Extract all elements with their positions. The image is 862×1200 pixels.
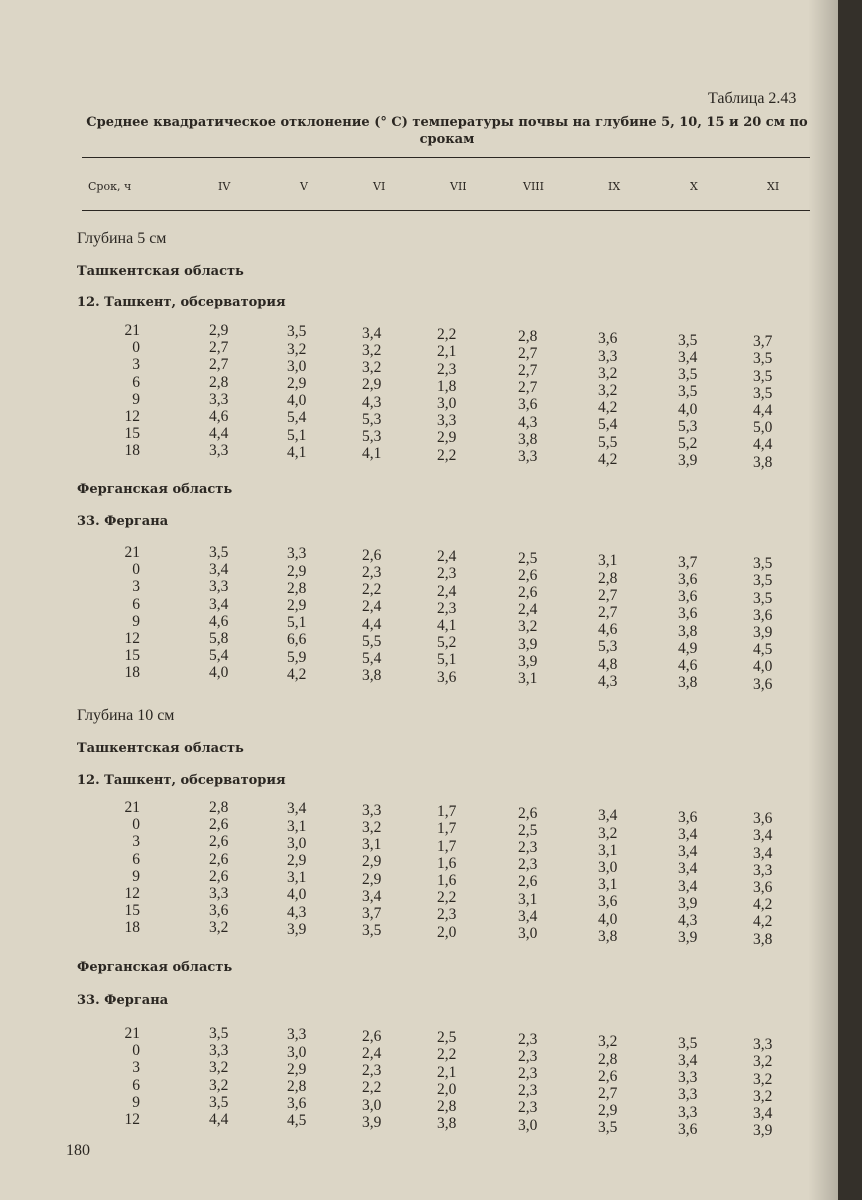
value-cell: 3,5 [753, 367, 773, 385]
value-cell: 3,5 [362, 922, 382, 940]
value-cell: 4,2 [753, 913, 773, 931]
value-cell: 4,6 [209, 612, 229, 630]
value-cell: 3,6 [753, 675, 773, 693]
value-cell: 5,1 [287, 426, 307, 444]
value-cell: 2,9 [598, 1102, 618, 1120]
value-cell: 3,3 [678, 1086, 698, 1104]
value-cell: 3,4 [678, 877, 698, 895]
value-cell: 5,2 [437, 634, 457, 652]
value-cell: 3,1 [518, 670, 538, 687]
value-cell: 4,0 [598, 910, 618, 928]
value-cell: 3,0 [287, 1043, 307, 1061]
value-cell: 2,2 [437, 326, 457, 344]
value-cell: 2,3 [518, 839, 538, 856]
value-cell: 3,0 [287, 357, 307, 375]
value-cell: 5,9 [287, 648, 307, 666]
value-cell: 3,7 [753, 333, 773, 351]
value-cell: 5,5 [362, 632, 382, 650]
value-cell: 3,3 [209, 578, 229, 596]
value-cell: 3,4 [678, 843, 698, 861]
hour-cell: 0 [132, 816, 140, 834]
value-cell: 3,3 [362, 801, 382, 819]
depth-heading: Глубина 10 см [77, 707, 175, 724]
value-cell: 5,5 [598, 433, 618, 451]
value-cell: 3,4 [287, 800, 307, 818]
value-cell: 1,7 [437, 820, 457, 838]
station-heading: 33. Фергана [77, 993, 169, 1008]
value-cell: 4,3 [362, 393, 382, 411]
value-cell: 3,6 [678, 588, 698, 606]
value-cell: 5,0 [753, 419, 773, 437]
value-cell: 5,4 [287, 409, 307, 427]
hour-cell: 15 [124, 425, 140, 443]
value-cell: 2,7 [518, 379, 538, 397]
value-cell: 2,4 [362, 598, 382, 616]
value-cell: 4,0 [753, 658, 773, 676]
value-cell: 2,8 [287, 1078, 307, 1095]
value-cell: 4,3 [598, 672, 618, 690]
hour-cell: 15 [124, 647, 140, 665]
hour-cell: 0 [132, 1042, 140, 1060]
value-cell: 2,7 [209, 356, 229, 374]
value-cell: 3,6 [753, 879, 773, 896]
value-cell: 3,5 [678, 1034, 698, 1052]
value-cell: 3,9 [753, 624, 773, 641]
value-cell: 2,8 [209, 799, 229, 816]
column-header-hour: Срок, ч [88, 180, 132, 193]
column-header-month: IX [608, 180, 621, 193]
value-cell: 4,4 [209, 425, 229, 443]
value-cell: 3,2 [753, 1070, 773, 1088]
value-cell: 4,3 [518, 413, 538, 431]
value-cell: 2,9 [362, 853, 382, 871]
value-cell: 3,0 [287, 834, 307, 852]
value-cell: 2,3 [518, 1065, 538, 1082]
value-cell: 3,8 [437, 1115, 457, 1133]
value-cell: 3,2 [287, 340, 307, 358]
value-cell: 4,6 [598, 621, 618, 639]
value-cell: 3,5 [753, 589, 773, 607]
value-cell: 2,3 [437, 906, 457, 924]
value-cell: 3,9 [678, 452, 698, 470]
value-cell: 3,4 [678, 826, 698, 843]
value-cell: 2,9 [287, 375, 307, 392]
value-cell: 4,6 [209, 408, 229, 425]
value-cell: 3,3 [209, 390, 229, 408]
value-cell: 4,2 [287, 665, 307, 683]
value-cell: 5,3 [678, 417, 698, 435]
value-cell: 4,1 [362, 445, 382, 463]
value-cell: 5,1 [437, 651, 457, 669]
value-cell: 3,1 [287, 869, 307, 887]
value-cell: 2,6 [518, 566, 538, 584]
hour-cell: 6 [132, 1076, 140, 1094]
value-cell: 2,4 [437, 582, 457, 600]
value-cell: 2,2 [362, 1079, 382, 1097]
value-cell: 2,4 [437, 548, 457, 566]
value-cell: 3,5 [209, 1025, 229, 1042]
value-cell: 1,6 [437, 854, 457, 872]
value-cell: 3,3 [209, 1042, 229, 1060]
value-cell: 3,5 [753, 555, 773, 573]
value-cell: 3,6 [518, 396, 538, 414]
header-top-rule [82, 157, 810, 158]
value-cell: 3,3 [287, 1026, 307, 1044]
value-cell: 3,4 [362, 887, 382, 905]
value-cell: 2,6 [209, 850, 229, 868]
value-cell: 2,5 [437, 1029, 457, 1047]
value-cell: 3,6 [598, 330, 618, 348]
value-cell: 2,9 [287, 562, 307, 580]
value-cell: 3,0 [362, 1096, 382, 1114]
value-cell: 3,2 [209, 919, 229, 937]
hour-cell: 12 [124, 1111, 140, 1128]
value-cell: 5,4 [209, 647, 229, 665]
value-cell: 3,4 [753, 1105, 773, 1122]
value-cell: 3,2 [362, 819, 382, 836]
station-heading: 12. Ташкент, обсерватория [77, 295, 286, 310]
value-cell: 5,2 [678, 435, 698, 452]
hour-cell: 21 [124, 322, 140, 339]
value-cell: 2,3 [518, 1047, 538, 1065]
value-cell: 3,5 [209, 544, 229, 561]
value-cell: 2,1 [437, 343, 457, 361]
value-cell: 5,4 [362, 650, 382, 667]
value-cell: 2,7 [598, 586, 618, 604]
value-cell: 3,3 [678, 1069, 698, 1087]
value-cell: 5,3 [598, 638, 618, 656]
value-cell: 5,1 [287, 614, 307, 632]
value-cell: 2,8 [598, 569, 618, 587]
hour-cell: 9 [132, 867, 140, 885]
value-cell: 3,6 [437, 668, 457, 686]
value-cell: 3,8 [678, 622, 698, 640]
value-cell: 2,3 [518, 1030, 538, 1048]
value-cell: 3,6 [598, 893, 618, 911]
value-cell: 3,1 [518, 890, 538, 908]
hour-cell: 9 [132, 1093, 140, 1111]
value-cell: 4,2 [598, 399, 618, 417]
value-cell: 2,8 [598, 1050, 618, 1068]
value-cell: 3,5 [678, 331, 698, 349]
value-cell: 3,5 [678, 383, 698, 401]
value-cell: 3,5 [598, 1119, 618, 1137]
value-cell: 3,8 [518, 430, 538, 448]
value-cell: 2,4 [518, 601, 538, 619]
value-cell: 3,2 [598, 824, 618, 842]
value-cell: 3,7 [678, 553, 698, 571]
table-title: Среднее квадратическое отклонение (° С) температуры почвы на глубине 5, 10, 15 и 20 см по срокам [86, 115, 808, 147]
hour-cell: 15 [124, 902, 140, 920]
value-cell: 3,2 [362, 359, 382, 377]
value-cell: 4,1 [437, 617, 457, 634]
value-cell: 2,7 [209, 339, 229, 357]
column-header-month: V [300, 180, 308, 193]
table-label: Таблица 2.43 [708, 90, 797, 107]
value-cell: 3,1 [598, 876, 618, 894]
value-cell: 3,4 [678, 1052, 698, 1069]
value-cell: 2,6 [362, 546, 382, 564]
value-cell: 4,4 [753, 402, 773, 419]
value-cell: 2,8 [287, 579, 307, 597]
station-heading: 33. Фергана [77, 514, 169, 529]
value-cell: 1,7 [437, 803, 457, 821]
value-cell: 2,6 [518, 584, 538, 601]
value-cell: 3,9 [518, 635, 538, 653]
value-cell: 4,4 [209, 1111, 229, 1128]
value-cell: 4,5 [287, 1112, 307, 1130]
region-heading: Ташкентская область [77, 264, 244, 279]
value-cell: 2,5 [518, 821, 538, 839]
value-cell: 3,9 [287, 920, 307, 938]
value-cell: 4,0 [287, 886, 307, 904]
value-cell: 3,2 [753, 1053, 773, 1071]
value-cell: 3,2 [598, 1033, 618, 1051]
value-cell: 2,6 [518, 873, 538, 891]
header-bottom-rule [82, 210, 810, 211]
value-cell: 3,3 [209, 885, 229, 902]
value-cell: 2,3 [362, 564, 382, 581]
region-heading: Ферганская область [77, 960, 233, 975]
value-cell: 4,3 [678, 912, 698, 929]
value-cell: 3,3 [678, 1103, 698, 1121]
value-cell: 2,9 [287, 852, 307, 869]
value-cell: 3,4 [598, 807, 618, 825]
value-cell: 3,2 [598, 382, 618, 399]
value-cell: 3,2 [518, 618, 538, 636]
column-header-month: X [690, 180, 698, 193]
value-cell: 5,3 [362, 428, 382, 445]
value-cell: 1,6 [437, 872, 457, 889]
value-cell: 3,6 [287, 1095, 307, 1113]
value-cell: 3,8 [753, 930, 773, 948]
value-cell: 3,3 [518, 448, 538, 465]
value-cell: 4,2 [598, 450, 618, 468]
value-cell: 2,2 [362, 581, 382, 599]
value-cell: 3,4 [753, 844, 773, 862]
value-cell: 2,1 [437, 1063, 457, 1081]
value-cell: 2,7 [598, 1085, 618, 1102]
hour-cell: 3 [132, 356, 140, 374]
value-cell: 3,0 [518, 1116, 538, 1134]
value-cell: 2,8 [209, 373, 229, 391]
column-header-month: VI [373, 180, 386, 193]
value-cell: 3,2 [753, 1087, 773, 1105]
hour-cell: 3 [132, 1059, 140, 1077]
value-cell: 4,1 [287, 443, 307, 461]
hour-cell: 18 [124, 664, 140, 682]
value-cell: 2,9 [362, 870, 382, 888]
value-cell: 2,3 [518, 1082, 538, 1100]
value-cell: 3,5 [753, 384, 773, 402]
value-cell: 3,3 [753, 1036, 773, 1054]
hour-cell: 3 [132, 578, 140, 596]
value-cell: 3,3 [753, 861, 773, 879]
value-cell: 2,9 [287, 597, 307, 614]
value-cell: 2,9 [362, 376, 382, 394]
value-cell: 3,5 [678, 366, 698, 384]
value-cell: 3,4 [753, 827, 773, 845]
value-cell: 5,3 [362, 410, 382, 428]
hour-cell: 12 [124, 885, 140, 902]
value-cell: 2,6 [598, 1067, 618, 1085]
hour-cell: 3 [132, 833, 140, 851]
value-cell: 2,7 [598, 604, 618, 621]
hour-cell: 21 [124, 544, 140, 561]
value-cell: 3,6 [678, 605, 698, 623]
value-cell: 2,0 [437, 923, 457, 941]
value-cell: 3,8 [598, 927, 618, 945]
value-cell: 2,3 [437, 599, 457, 617]
value-cell: 3,2 [598, 364, 618, 382]
value-cell: 2,8 [437, 1098, 457, 1115]
value-cell: 3,4 [209, 595, 229, 613]
hour-cell: 12 [124, 630, 140, 647]
value-cell: 2,4 [362, 1045, 382, 1062]
value-cell: 4,4 [362, 615, 382, 633]
value-cell: 3,5 [209, 1093, 229, 1111]
value-cell: 3,7 [362, 905, 382, 922]
value-cell: 3,2 [362, 342, 382, 359]
value-cell: 2,6 [518, 804, 538, 822]
value-cell: 3,8 [753, 453, 773, 471]
value-cell: 3,1 [598, 841, 618, 859]
value-cell: 3,2 [209, 1059, 229, 1077]
value-cell: 2,7 [518, 344, 538, 362]
value-cell: 2,3 [362, 1062, 382, 1080]
value-cell: 2,3 [518, 1099, 538, 1117]
value-cell: 2,2 [437, 1046, 457, 1064]
value-cell: 2,6 [209, 867, 229, 885]
region-heading: Ташкентская область [77, 741, 244, 756]
value-cell: 3,5 [753, 350, 773, 368]
value-cell: 4,2 [753, 896, 773, 914]
value-cell: 4,0 [678, 400, 698, 418]
value-cell: 3,1 [598, 552, 618, 570]
value-cell: 1,8 [437, 377, 457, 395]
value-cell: 2,9 [437, 429, 457, 447]
column-header-month: XI [767, 180, 780, 193]
value-cell: 3,5 [287, 323, 307, 341]
hour-cell: 18 [124, 442, 140, 460]
value-cell: 2,9 [209, 322, 229, 339]
value-cell: 4,4 [753, 436, 773, 454]
value-cell: 4,0 [209, 664, 229, 682]
value-cell: 2,6 [209, 833, 229, 851]
value-cell: 4,5 [753, 641, 773, 659]
value-cell: 3,3 [598, 347, 618, 365]
value-cell: 5,8 [209, 630, 229, 647]
station-heading: 12. Ташкент, обсерватория [77, 773, 286, 788]
value-cell: 4,8 [598, 655, 618, 673]
page-number: 180 [66, 1142, 90, 1159]
value-cell: 2,6 [209, 816, 229, 834]
value-cell: 2,2 [437, 446, 457, 464]
value-cell: 3,4 [209, 561, 229, 579]
value-cell: 4,3 [287, 903, 307, 921]
depth-heading: Глубина 5 см [77, 230, 167, 247]
hour-cell: 6 [132, 373, 140, 391]
value-cell: 3,6 [753, 606, 773, 624]
value-cell: 3,9 [362, 1113, 382, 1131]
value-cell: 3,6 [209, 902, 229, 920]
hour-cell: 12 [124, 408, 140, 425]
value-cell: 2,8 [518, 327, 538, 345]
value-cell: 3,5 [753, 572, 773, 590]
hour-cell: 18 [124, 919, 140, 937]
value-cell: 3,0 [518, 925, 538, 942]
value-cell: 5,4 [598, 416, 618, 434]
value-cell: 2,3 [437, 565, 457, 583]
hour-cell: 6 [132, 850, 140, 868]
value-cell: 4,0 [287, 392, 307, 410]
hour-cell: 9 [132, 612, 140, 630]
hour-cell: 21 [124, 1025, 140, 1042]
value-cell: 3,6 [678, 1120, 698, 1138]
value-cell: 4,9 [678, 639, 698, 657]
value-cell: 3,0 [598, 859, 618, 876]
value-cell: 2,6 [362, 1027, 382, 1045]
value-cell: 3,3 [209, 442, 229, 460]
value-cell: 3,4 [362, 324, 382, 342]
column-header-month: IV [218, 180, 231, 193]
hour-cell: 9 [132, 390, 140, 408]
value-cell: 2,0 [437, 1080, 457, 1098]
value-cell: 2,2 [437, 889, 457, 907]
value-cell: 2,7 [518, 362, 538, 379]
region-heading: Ферганская область [77, 482, 233, 497]
value-cell: 2,3 [437, 360, 457, 378]
value-cell: 3,3 [437, 412, 457, 430]
hour-cell: 6 [132, 595, 140, 613]
value-cell: 4,6 [678, 657, 698, 674]
value-cell: 3,6 [678, 571, 698, 588]
value-cell: 3,4 [678, 349, 698, 366]
value-cell: 3,1 [287, 817, 307, 835]
value-cell: 2,3 [518, 856, 538, 874]
value-cell: 2,9 [287, 1060, 307, 1078]
value-cell: 3,3 [287, 545, 307, 563]
value-cell: 2,5 [518, 549, 538, 567]
value-cell: 3,4 [678, 860, 698, 878]
value-cell: 3,1 [362, 836, 382, 854]
value-cell: 6,6 [287, 631, 307, 649]
value-cell: 3,6 [678, 808, 698, 826]
hour-cell: 0 [132, 561, 140, 579]
value-cell: 1,7 [437, 837, 457, 855]
column-header-month: VII [450, 180, 467, 193]
value-cell: 3,0 [437, 395, 457, 412]
value-cell: 3,8 [678, 674, 698, 692]
value-cell: 3,9 [518, 652, 538, 670]
value-cell: 3,9 [678, 894, 698, 912]
value-cell: 3,2 [209, 1076, 229, 1094]
hour-cell: 0 [132, 339, 140, 357]
column-header-month: VIII [523, 180, 544, 193]
hour-cell: 21 [124, 799, 140, 816]
value-cell: 3,8 [362, 667, 382, 685]
value-cell: 3,4 [518, 907, 538, 925]
value-cell: 3,9 [753, 1122, 773, 1140]
value-cell: 3,6 [753, 810, 773, 828]
value-cell: 3,9 [678, 929, 698, 947]
